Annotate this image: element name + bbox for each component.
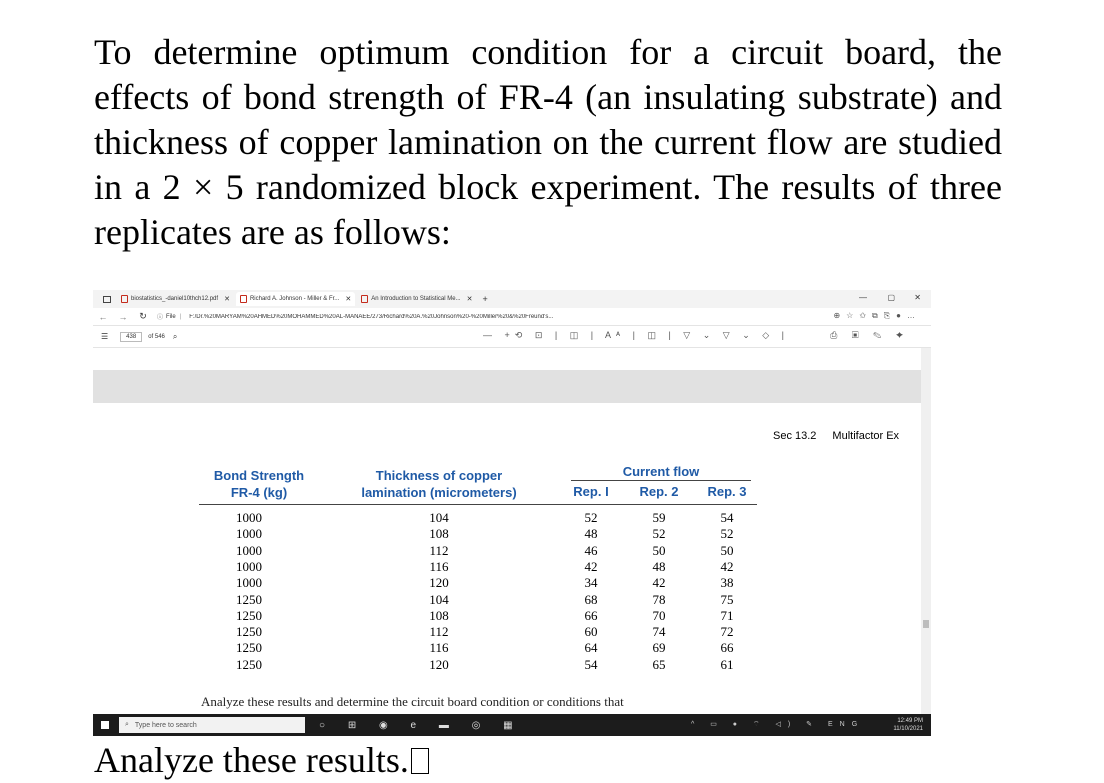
table-cell: 1250 <box>236 656 262 672</box>
back-icon[interactable]: ← <box>98 311 108 322</box>
pdf-icon <box>121 295 128 303</box>
browser-screenshot <box>93 290 931 736</box>
pdf-toolbar <box>93 326 931 348</box>
page-gap <box>93 370 921 403</box>
vertical-scrollbar[interactable] <box>921 348 931 714</box>
table-cell: 1000 <box>236 542 262 558</box>
tab-label: Richard A. Johnson - Miller & Fr... <box>249 296 340 302</box>
file-label: File <box>166 313 176 320</box>
header-line: lamination (micrometers) <box>361 485 517 500</box>
table-cell: 1250 <box>236 624 262 640</box>
address-bar <box>93 308 931 326</box>
table-cell: 46 <box>584 542 598 558</box>
tab-intro-statistical[interactable] <box>357 292 476 306</box>
zoom-out-button[interactable]: — <box>483 330 497 340</box>
question-text: To determine optimum condition for a circuit board, the effects of bond strength of FR-4 (an insulating substrate) and thickness of copper lamination on the current flow are studied in a 2 × 5 randomized block experiment. The results of three replicates are as follows: <box>94 32 1002 252</box>
table-cell: 68 <box>584 591 598 607</box>
table-cell: 50 <box>652 542 666 558</box>
table-cell: 70 <box>652 607 666 623</box>
group-header-current-flow: Current flow <box>622 464 700 479</box>
footer-prompt <box>94 738 429 783</box>
header-line: Thickness of copper <box>375 468 503 483</box>
document-caption: Analyze these results and determine the circuit board condition or conditions that <box>201 694 624 709</box>
table-cell: 116 <box>429 558 449 574</box>
table-cell: 74 <box>652 624 666 640</box>
windows-start-icon[interactable] <box>101 721 109 729</box>
table-cell: 1000 <box>236 575 262 591</box>
footer-text: Analyze these results. <box>94 740 409 780</box>
rep-header-1: Rep. I <box>573 484 609 499</box>
window-close-icon[interactable]: ✕ <box>914 293 921 302</box>
pdf-viewer <box>93 348 921 714</box>
table-cell: 34 <box>584 575 598 591</box>
table-cell: 66 <box>584 607 598 623</box>
col-header-thickness <box>329 468 549 500</box>
scrollbar-thumb[interactable] <box>923 620 929 628</box>
table-cell: 72 <box>720 624 734 640</box>
language-indicator[interactable]: ENG <box>827 721 865 728</box>
table-cell: 75 <box>720 591 734 607</box>
group-rule <box>571 480 751 481</box>
tab-label: An Introduction to Statistical Me... <box>371 296 461 302</box>
table-cell: 52 <box>720 526 734 542</box>
page-number-input[interactable]: 438 <box>120 332 142 342</box>
table-cell: 59 <box>652 510 666 525</box>
tab-label: biostatistics_-daniel10thch12.pdf <box>131 296 219 302</box>
table-cell: 38 <box>720 575 734 591</box>
minimize-icon[interactable]: — <box>859 293 867 302</box>
refresh-icon[interactable]: ↻ <box>139 311 147 321</box>
clock-time: 12:49 PM <box>897 718 923 724</box>
table-cell: 60 <box>584 624 598 640</box>
question-paragraph <box>94 30 1002 255</box>
table-cell: 112 <box>429 624 449 640</box>
table-cell: 71 <box>720 607 734 623</box>
contents-icon[interactable]: ☰ <box>101 332 109 341</box>
pdf-icon <box>361 295 368 303</box>
table-cell: 120 <box>429 656 449 672</box>
close-icon[interactable]: ✕ <box>466 296 473 303</box>
table-cell: 120 <box>429 575 449 591</box>
header-line: Bond Strength <box>213 468 305 483</box>
table-cell: 42 <box>652 575 666 591</box>
info-icon[interactable]: ⓘ <box>157 315 164 321</box>
header-line: FR-4 (kg) <box>230 485 288 500</box>
table-cell: 104 <box>429 591 449 607</box>
table-cell: 1250 <box>236 607 262 623</box>
table-cell: 65 <box>652 656 666 672</box>
table-cell: 42 <box>584 558 598 574</box>
table-cell: 54 <box>584 656 598 672</box>
table-cell: 1000 <box>236 526 262 542</box>
close-icon[interactable]: ✕ <box>345 296 352 303</box>
search-icon[interactable]: ⌕ <box>172 331 178 341</box>
table-cell: 108 <box>429 526 449 542</box>
clock[interactable] <box>893 717 923 733</box>
rep-header-2: Rep. 2 <box>639 484 679 499</box>
table-cell: 52 <box>652 526 666 542</box>
search-icon: ⌕ <box>125 721 129 728</box>
separator: | <box>179 313 182 320</box>
tab-actions-icon[interactable] <box>103 296 111 303</box>
section-title: Multifactor Ex <box>832 430 900 442</box>
tab-bar <box>93 290 931 308</box>
table-cell: 54 <box>720 510 734 525</box>
table-cell: 69 <box>652 640 666 656</box>
col-header-bond <box>199 468 319 500</box>
clock-date: 11/10/2021 <box>893 726 923 732</box>
missing-glyph-icon <box>411 748 429 774</box>
table-cell: 1250 <box>236 640 262 656</box>
header-rule <box>199 504 757 505</box>
table-cell: 1000 <box>236 558 262 574</box>
table-cell: 1250 <box>236 591 262 607</box>
forward-icon[interactable]: → <box>118 311 128 322</box>
system-tray[interactable]: ^ ▭ ● ⌔ ◁) ✎ ENG <box>691 721 865 728</box>
rep-header-3: Rep. 3 <box>707 484 747 499</box>
url-field[interactable]: F:/Dr.%20MARYAM%20AHMED%20MOHAMMED%20AL-MANAEE/273/Richard%20A.%20Johnson%20-%20Miller%20&%20Freund's... <box>189 313 554 320</box>
pdf-view-tools[interactable]: — +⟲ ⊡ | ◫ | Aᴬ | ◫ | ▽ ⌄ ▽ ⌄ ◇ | <box>483 330 789 340</box>
table-cell: 108 <box>429 607 449 623</box>
page-total: of 546 <box>148 333 165 340</box>
table-cell: 48 <box>584 526 598 542</box>
section-number: Sec 13.2 <box>773 430 817 442</box>
new-tab-button[interactable]: + <box>482 294 488 304</box>
table-cell: 104 <box>429 510 449 525</box>
table-cell: 116 <box>429 640 449 656</box>
taskbar <box>93 714 931 736</box>
search-placeholder: Type here to search <box>134 721 197 729</box>
section-header <box>773 430 899 442</box>
table-cell: 61 <box>720 656 734 672</box>
table-cell: 78 <box>652 591 666 607</box>
browser-toolbar-icons[interactable]: ⊕☆✩⧉⎘●… <box>833 311 921 320</box>
table-cell: 64 <box>584 640 598 656</box>
close-icon[interactable]: ✕ <box>224 296 230 303</box>
pdf-icon <box>240 295 247 303</box>
table-cell: 1000 <box>236 510 262 525</box>
tab-johnson[interactable] <box>236 292 355 306</box>
table-cell: 48 <box>652 558 666 574</box>
maximize-icon[interactable]: ▢ <box>887 293 895 302</box>
table-cell: 42 <box>720 558 734 574</box>
table-cell: 50 <box>720 542 734 558</box>
zoom-in-button[interactable]: + <box>504 330 515 340</box>
table-cell: 112 <box>429 542 449 558</box>
taskbar-app-icons[interactable]: ○ ⊞ ◉ e ▬ ◎ ▦ <box>319 719 523 731</box>
table-cell: 52 <box>584 510 598 525</box>
tab-biostatistics[interactable] <box>117 292 234 306</box>
pdf-action-icons[interactable]: ⎙ ▣ ✎ ✦ <box>830 330 909 340</box>
taskbar-search[interactable] <box>119 717 305 733</box>
table-cell: 66 <box>720 640 734 656</box>
